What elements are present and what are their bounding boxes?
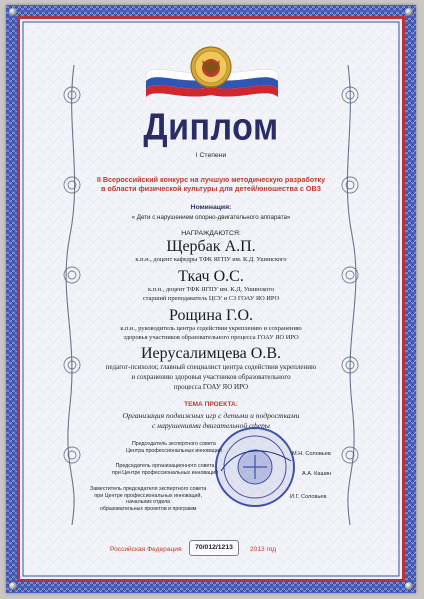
awardee-1-line-1: к.п.н., доцент кафедры ТФК ЯГПУ им. К.Д. Ушинского	[135, 256, 287, 263]
signature-2-title-line-2: при Центре профессиональных инноваций	[112, 469, 219, 476]
signature-1-title-line-1: Председатель экспертного совета	[131, 441, 216, 447]
registration-number: 70/012/1213	[195, 544, 233, 551]
diploma-title: Диплом	[143, 105, 279, 149]
awardee-3-line-2: здоровья участников образовательного процесса ГОАУ ЯО ИРО	[123, 334, 299, 341]
signature-3-title-line-4: образовательных проектов и программ	[99, 505, 197, 512]
signature-1-name: М.Н. Соловьев	[292, 451, 331, 457]
footer-country: Российская Федерация	[110, 546, 182, 553]
awardee-2-line-1: к.п.н., доцент ТФК ЯГПУ им. К.Д. Ушинского	[147, 286, 275, 293]
awardee-4-line-3: процесса ГОАУ ЯО ИРО	[173, 383, 249, 391]
footer-year: 2013 год	[250, 546, 277, 553]
signature-3-title-line-2: при Центре профессиональных инноваций,	[94, 492, 202, 499]
signature-1-title	[126, 441, 222, 454]
awardee-4-name: Иерусалимцева О.В.	[141, 345, 281, 362]
awardee-2-name: Ткач О.С.	[178, 268, 244, 285]
topic-text	[6, 411, 416, 430]
signature-3-name: И.Г. Соловьев	[290, 494, 327, 500]
awardee-3-line-1: к.п.н., руководитель центра содействия укреплению и сохранению	[120, 325, 302, 332]
double-headed-eagle-emblem	[189, 45, 233, 89]
corner-pin-icon	[405, 582, 413, 590]
topic-heading: ТЕМА ПРОЕКТА:	[184, 401, 238, 408]
awardee-4-line-1: педагог-психолог, главный специалист центра содействия укреплению	[105, 363, 317, 371]
diploma-sheet	[6, 5, 416, 593]
corner-pin-icon	[9, 582, 17, 590]
nomination-heading: Номинация:	[190, 204, 232, 211]
corner-pin-icon	[9, 8, 17, 16]
registration-number-box	[189, 540, 239, 556]
awardee-2-line-2: старший преподаватель ЦСУ и СЗ ГОАУ ЯО ИРО	[142, 295, 280, 302]
signature-1-title-line-2: Центра профессиональных инноваций	[126, 447, 222, 454]
topic-line-2: с нарушениями двигательной сферы	[152, 420, 270, 430]
signature-3-title	[90, 486, 206, 512]
nomination-value: « Дети с нарушением опорно-двигательного аппарата»	[131, 214, 291, 221]
signature-2-title	[112, 463, 218, 476]
signature-2-title-line-1: Председатель организационного совета	[115, 463, 215, 469]
awardee-3-name: Рощина Г.О.	[168, 307, 254, 324]
signature-2-name: А.А. Кашин	[302, 471, 332, 477]
degree-label: I Степени	[195, 152, 227, 159]
awardee-1-name: Щербак А.П.	[166, 238, 256, 255]
awardee-4-line-2: и сохранению здоровья участников образовательного	[131, 373, 291, 381]
corner-pin-icon	[405, 8, 413, 16]
awarded-heading: НАГРАЖДАЮТСЯ:	[181, 230, 241, 237]
contest-line-1: II Всероссийский конкурс на лучшую методическую разработку	[96, 175, 326, 184]
signature-3-title-line-1: Заместитель председателя экспертного совета	[90, 486, 207, 492]
contest-line-2: в области физической культуры для детей/юношества с ОВЗ	[100, 184, 322, 193]
round-seal-stamp	[213, 425, 297, 509]
signature-3-title-line-3: начальник отдела	[126, 499, 171, 506]
topic-line-1: Организация подвижных игр с детьми и подростками	[122, 411, 300, 420]
contest-description	[6, 175, 416, 193]
